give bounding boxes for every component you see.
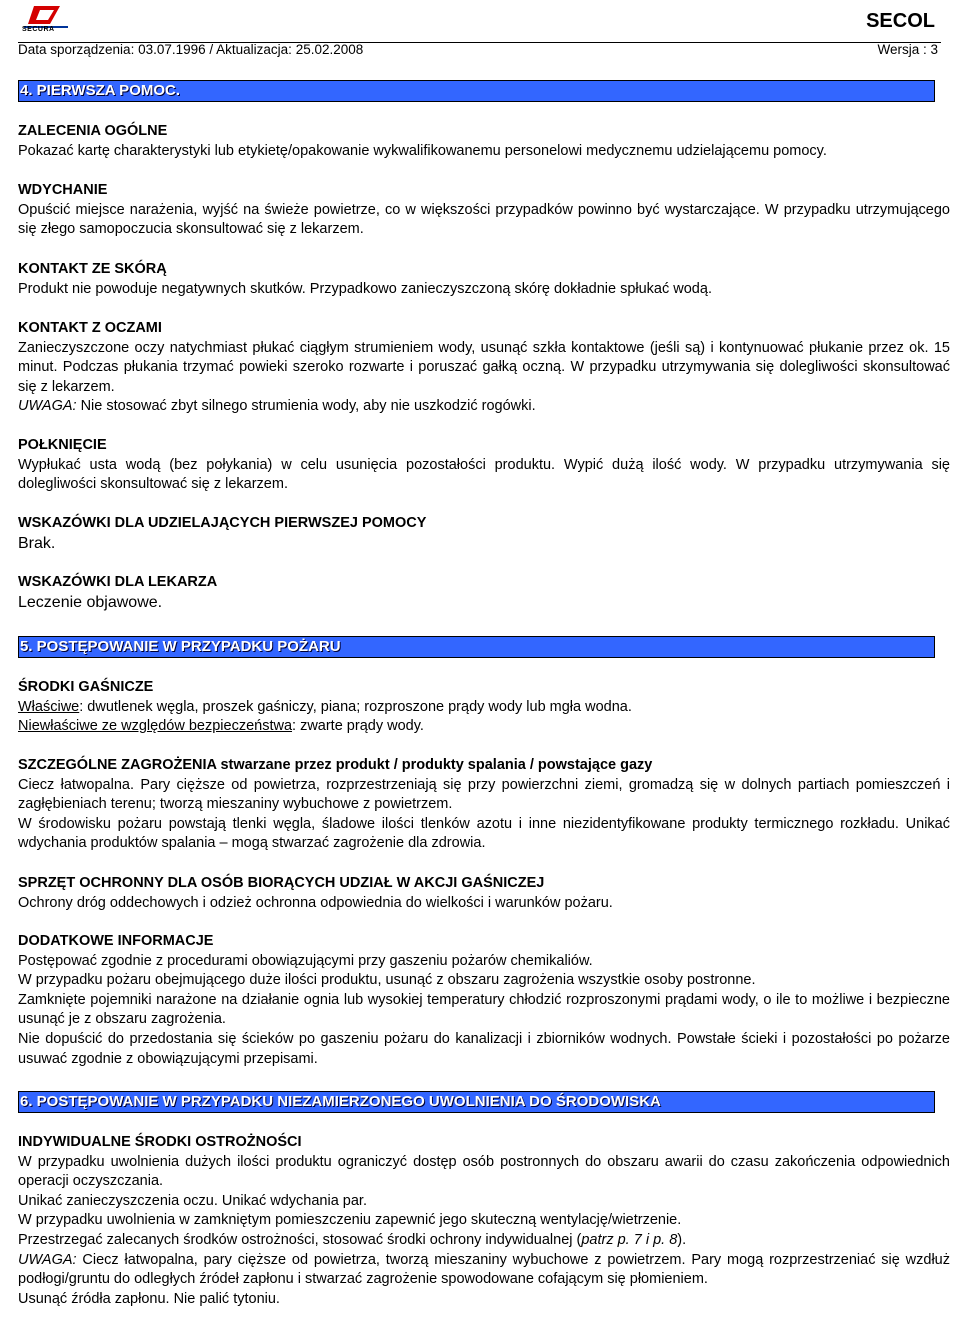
skin-heading: KONTAKT ZE SKÓRĄ	[18, 261, 167, 277]
additional-heading: DODATKOWE INFORMACJE	[18, 933, 214, 949]
doctor-hints-block	[18, 573, 950, 612]
inhalation-text: Opuścić miejsce narażenia, wyjść na świeże powietrze, co w większości przypadków powinno być wystarczające. W przypadku utrzymującego się złego samopoczucia skonsultować się z lekarzem.	[18, 201, 950, 238]
personal-p4a: Przestrzegać zalecanych środków ostrożności, stosować środki ochrony indywidualnej (	[18, 1231, 582, 1248]
personal-heading: INDYWIDUALNE ŚRODKI OSTROŻNOŚCI	[18, 1134, 302, 1150]
page-header	[18, 0, 941, 43]
personal-p4-ref: patrz p. 7 i p. 8	[581, 1231, 678, 1248]
ingestion-heading: POŁKNIĘCIE	[18, 437, 107, 453]
personal-note-label: UWAGA:	[18, 1251, 77, 1268]
media-heading: ŚRODKI GAŚNICZE	[18, 679, 154, 695]
ingestion-text: Wypłukać usta wodą (bez połykania) w celu usunięcia pozostałości produktu. Wypić dużą ilość wody. W przypadku utrzymywania się dolegliwości skonsultować się z lekarzem.	[18, 456, 950, 493]
hazards-p2: W środowisku pożaru powstają tlenki węgla, śladowe ilości tlenków azotu i inne niezidentyfikowane produkty termicznego rozkładu. Unikać wdychania produktów spalania – mogą stwarzać zagrożenie dla zdrowia.	[18, 815, 950, 852]
ingestion-block	[18, 436, 950, 495]
suitable-label: Właściwe	[18, 698, 80, 715]
hazards-heading: SZCZEGÓLNE ZAGROŻENIA stwarzane przez produkt / produkty spalania / powstające gazy	[18, 757, 653, 773]
personal-p4c: ).	[677, 1231, 687, 1248]
eyes-text: Zanieczyszczone oczy natychmiast płukać ciągłym strumieniem wody, usunąć szkła kontaktowe (jeśli są) i kontynuować płukanie przez ok. 15 minut. Podczas płukania trzymać powieki szeroko rozwarte i poruszać gałką oczną. W przypadku utrzymywania się dolegliwości skonsultować się z lekarzem.	[18, 339, 950, 395]
dates: 03.07.1996 / Aktualizacja: 25.02.2008	[138, 42, 364, 57]
personal-block	[18, 1133, 950, 1309]
additional-p3: Zamknięte pojemniki narażone na działanie ognia lub wysokiej temperatury chłodzić rozproszonymi prądami wody, o ile to możliwe i bezpieczne usunąć je z obszaru zagrożenia.	[18, 991, 950, 1028]
first-aid-hints-block	[18, 514, 950, 553]
equipment-block	[18, 874, 950, 913]
doctor-hints-heading: WSKAZÓWKI DLA LEKARZA	[18, 574, 218, 590]
additional-p1: Postępować zgodnie z procedurami obowiązującymi przy gaszeniu pożarów chemikaliów.	[18, 952, 593, 969]
inhalation-heading: WDYCHANIE	[18, 182, 108, 198]
general-heading: ZALECENIA OGÓLNE	[18, 123, 168, 139]
doctor-hints-text: Leczenie objawowe.	[18, 593, 163, 611]
eyes-heading: KONTAKT Z OCZAMI	[18, 320, 162, 336]
skin-text: Produkt nie powoduje negatywnych skutków. Przypadkowo zanieczyszczoną skórę dokładnie spłukać wodą.	[18, 280, 712, 297]
personal-p2: Unikać zanieczyszczenia oczu. Unikać wdychania par.	[18, 1192, 367, 1209]
skin-block	[18, 260, 950, 299]
eyes-note: Nie stosować zbyt silnego strumienia wody, aby nie uszkodzić rogówki.	[76, 398, 536, 415]
media-block	[18, 678, 950, 737]
equipment-heading: SPRZĘT OCHRONNY DLA OSÓB BIORĄCYCH UDZIAŁ W AKCJI GAŚNICZEJ	[18, 875, 545, 891]
first-aid-hints-text: Brak.	[18, 534, 56, 552]
document-meta	[18, 42, 938, 62]
section-4-title: 4. PIERWSZA POMOC.	[18, 80, 935, 102]
inhalation-block	[18, 181, 950, 240]
general-block	[18, 122, 950, 161]
version: Wersja : 3	[877, 42, 938, 57]
additional-p2: W przypadku pożaru obejmującego duże ilości produktu, usunąć z obszaru zagrożenia wszystkie osoby postronne.	[18, 972, 756, 989]
hazards-p1: Ciecz łatwopalna. Pary cięższe od powietrza, rozprzestrzeniają się przy powierzchni ziemi, gromadzą się w dolnych partiach pomieszczeń i zagłębieniach terenu; tworzą mieszaniny wybuchowe z powietrzem.	[18, 776, 950, 813]
personal-p3: W przypadku uwolnienia w zamkniętym pomieszczeniu zapewnić jego skuteczną wentylację/wietrzenie.	[18, 1212, 682, 1229]
date-label: Data sporządzenia:	[18, 42, 139, 57]
equipment-text: Ochrony dróg oddechowych i odzież ochronna odpowiednia do wielkości i warunków pożaru.	[18, 894, 613, 911]
section-6-title: 6. POSTĘPOWANIE W PRZYPADKU NIEZAMIERZONEGO UWOLNIENIA DO ŚRODOWISKA	[18, 1091, 935, 1113]
suitable-text: : dwutlenek węgla, proszek gaśniczy, piana; rozproszone prądy wody lub mgła wodna.	[79, 698, 632, 715]
product-name: SECOL	[866, 10, 935, 32]
unsuitable-label: Niewłaściwe ze względów bezpieczeństwa	[18, 718, 293, 735]
hazards-block	[18, 756, 950, 854]
personal-note: Ciecz łatwopalna, pary cięższe od powietrza, tworzą mieszaniny wybuchowe z powietrzem. Pary mogą rozprzestrzeniać się wzdłuż podłogi/gruntu do odległych źródeł zapłonu i stwarzać zagrożenie spowodowane cofającym się płomieniem.	[18, 1251, 950, 1288]
additional-p4: Nie dopuścić do przedostania się ścieków po gaszeniu pożaru do kanalizacji i zbiorników wodnych. Powstałe ścieki i pozostałości po pożarze usuwać zgodnie z obowiązującymi przepisami.	[18, 1030, 950, 1067]
unsuitable-text: : zwarte prądy wody.	[292, 718, 424, 735]
general-text: Pokazać kartę charakterystyki lub etykietę/opakowanie wykwalifikowanemu personelowi medycznemu udzielającemu pomocy.	[18, 142, 827, 159]
personal-p1: W przypadku uwolnienia dużych ilości produktu ograniczyć dostęp osób postronnych do obszaru awarii do czasu zakończenia odpowiednich operacji oczyszczania.	[18, 1153, 950, 1190]
eyes-note-label: UWAGA:	[18, 398, 77, 415]
personal-p5: Usunąć źródła zapłonu. Nie palić tytoniu.	[18, 1290, 280, 1307]
additional-block	[18, 932, 950, 1069]
logo-text: SECURA	[22, 26, 55, 33]
section-5-title: 5. POSTĘPOWANIE W PRZYPADKU POŻARU	[18, 636, 935, 658]
eyes-block	[18, 319, 950, 417]
first-aid-hints-heading: WSKAZÓWKI DLA UDZIELAJĄCYCH PIERWSZEJ POMOCY	[18, 515, 427, 531]
